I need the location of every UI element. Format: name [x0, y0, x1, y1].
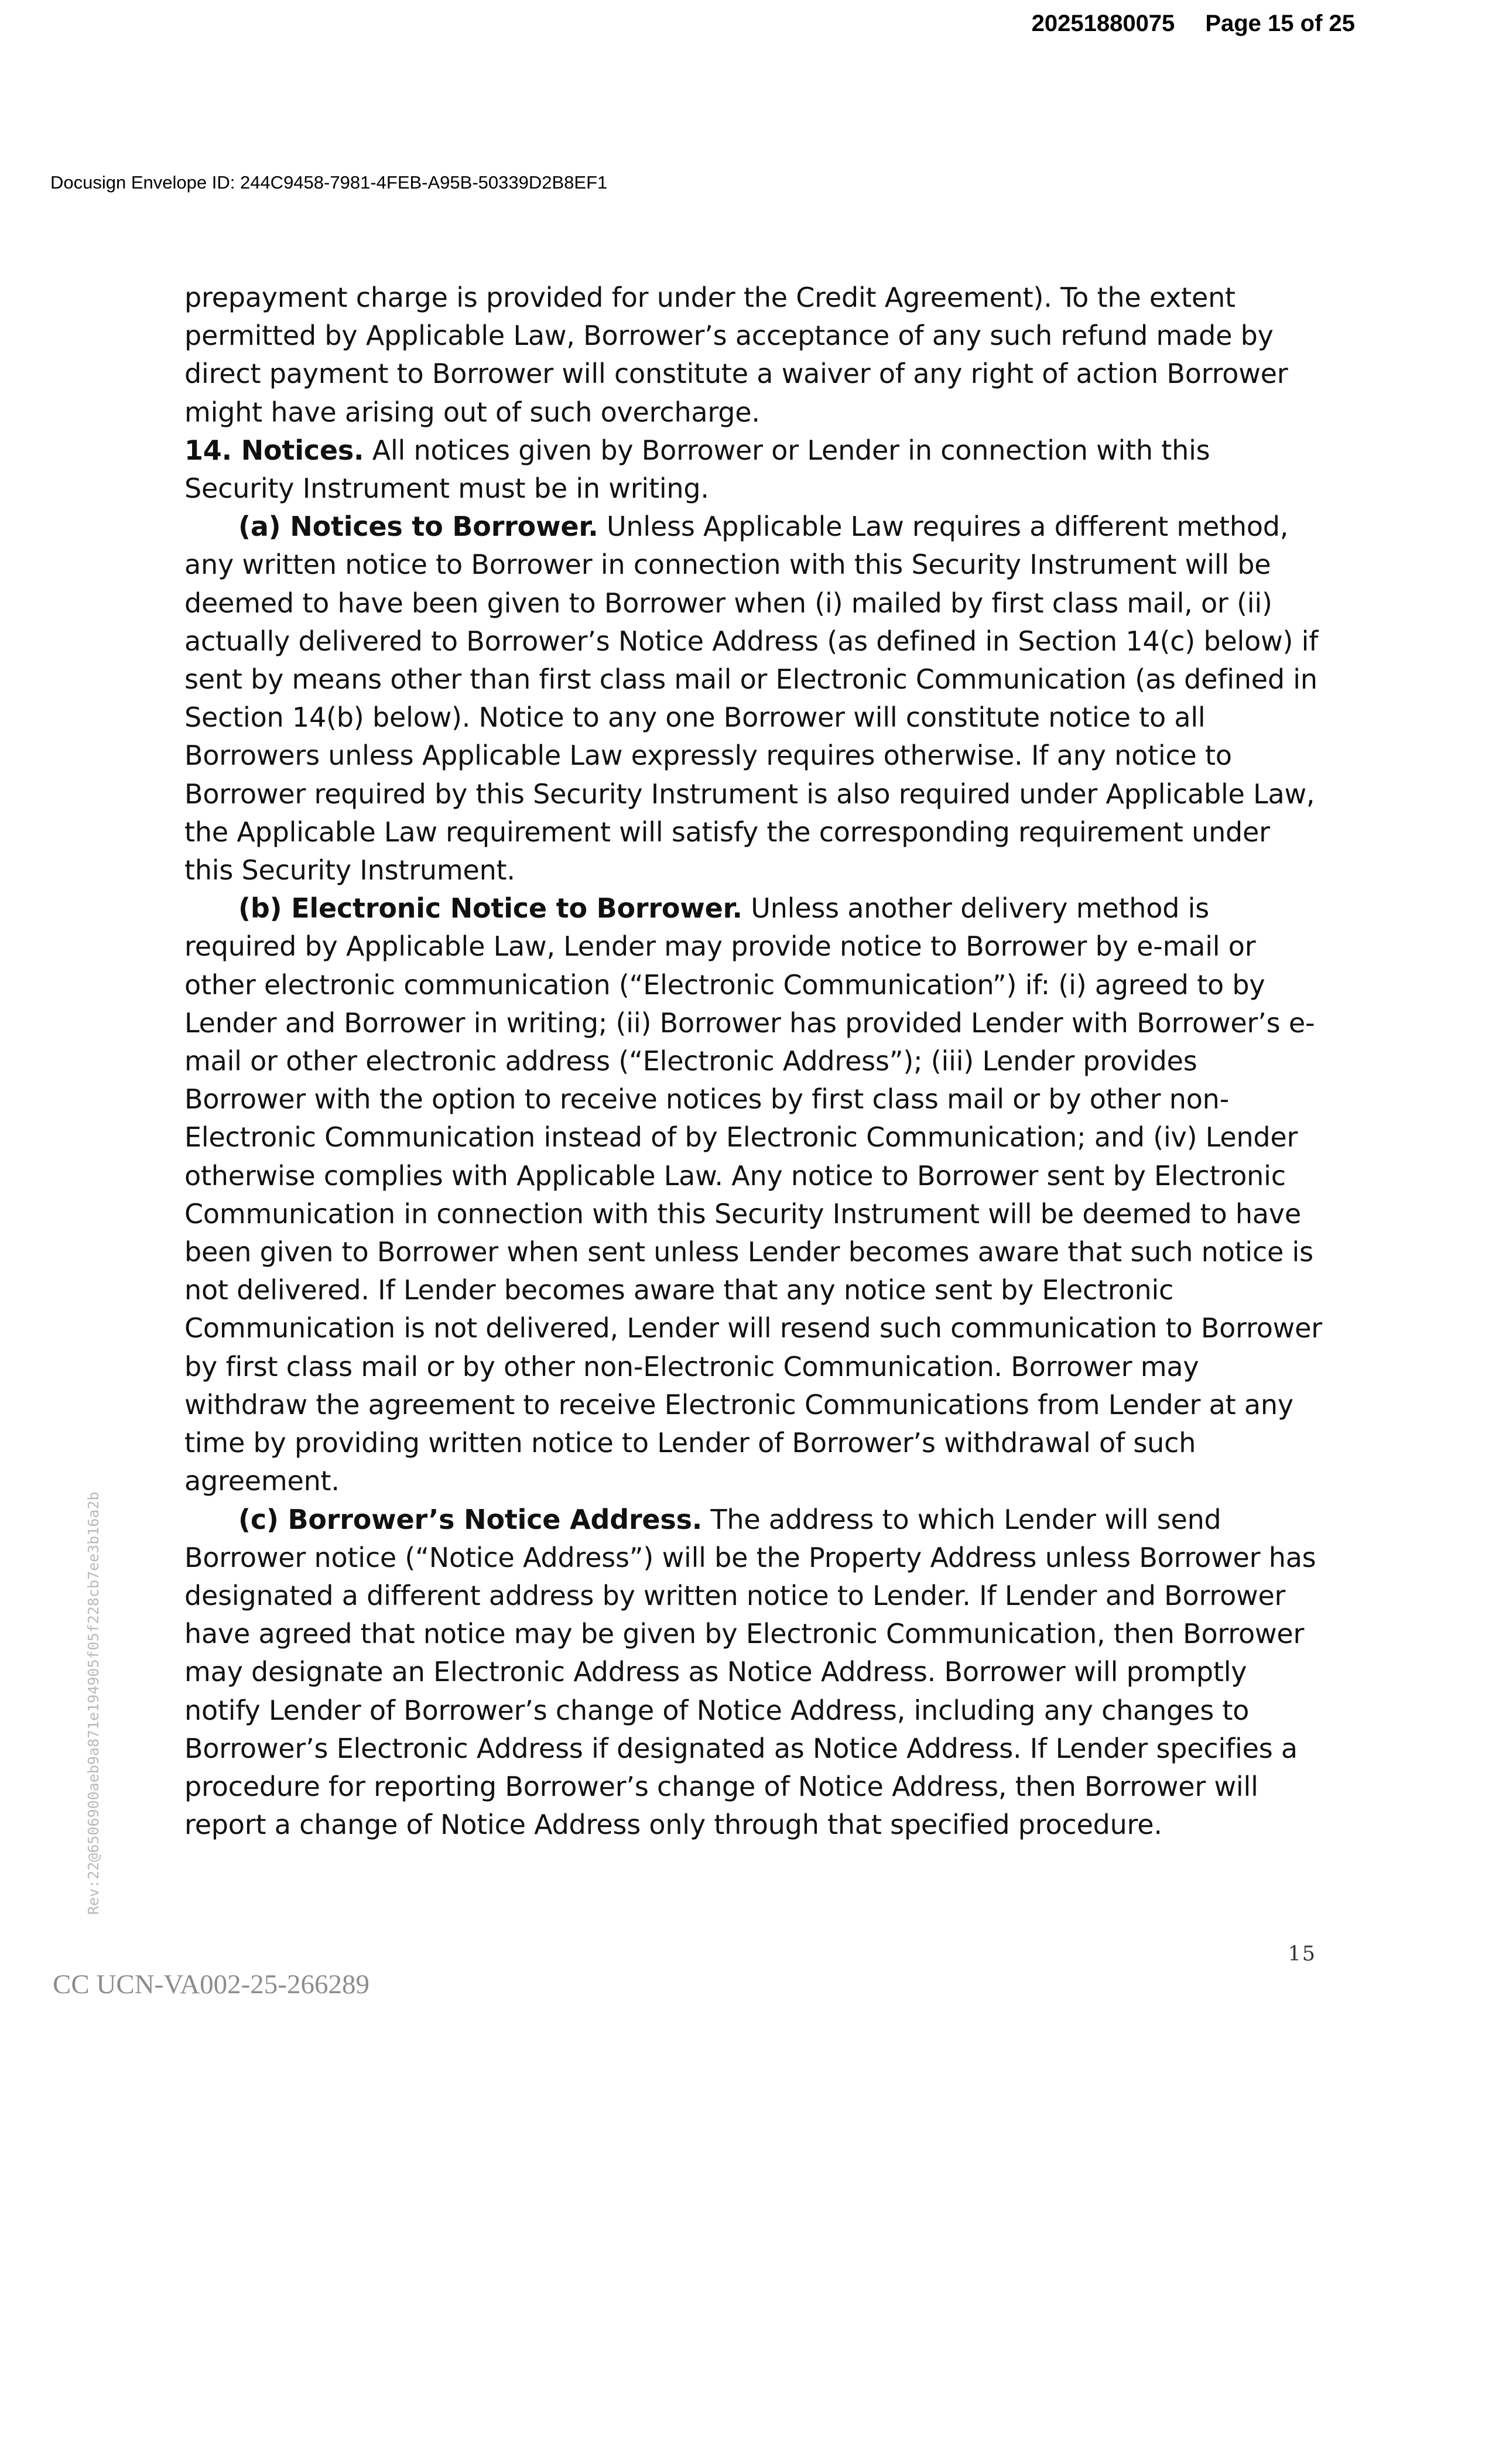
- page-number: 15: [1288, 1942, 1316, 1966]
- section-14b-paragraph: [184, 889, 1326, 1500]
- section-14b-heading: (b) Electronic Notice to Borrower.: [238, 892, 742, 925]
- page-indicator: Page 15 of 25: [1205, 11, 1355, 36]
- revision-hash: Rev:22@6506900aeb9a871e194905f05f228cb7ee3b16a2b: [85, 1491, 102, 1915]
- ucn-stamp: CC UCN-VA002-25-266289: [53, 1969, 369, 2000]
- section-14a-text: Unless Applicable Law requires a different method, any written notice to Borrower in connection with this Security Instrument will be deemed to have been given to Borrower when (i) mailed by first class mail, or (ii) actually delivered to Borrower’s Notice Address (as defined in Section 14(c) below) if sent by means other than first class mail or Electronic Communication (as defined in Section 14(b) below). Notice to any one Borrower will constitute notice to all Borrowers unless Applicable Law expressly requires otherwise. If any notice to Borrower required by this Security Instrument is also required under Applicable Law, the Applicable Law requirement will satisfy the corresponding requirement under this Security Instrument.: [184, 511, 1319, 887]
- section-14-paragraph: [184, 432, 1326, 508]
- section-14-heading: 14. Notices.: [184, 434, 364, 466]
- section-14c-text: The address to which Lender will send Borrower notice (“Notice Address”) will be the Property Address unless Borrower has designated a different address by written notice to Lender. If Lender and Borrower have agreed that notice may be given by Electronic Communication, then Borrower may designate an Electronic Address as Notice Address. Borrower will promptly notify Lender of Borrower’s change of Notice Address, including any changes to Borrower’s Electronic Address if designated as Notice Address. If Lender specifies a procedure for reporting Borrower’s change of Notice Address, then Borrower will report a change of Notice Address only through that specified procedure.: [184, 1503, 1316, 1841]
- section-14b-text: Unless another delivery method is required by Applicable Law, Lender may provide notice to Borrower by e-mail or other electronic communication (“Electronic Communication”) if: (i) agreed to by Lender and Borrower in writing; (ii) Borrower has provided Lender with Borrower’s e-mail or other electronic address (“Electronic Address”); (iii) Lender provides Borrower with the option to receive notices by first class mail or by other non-Electronic Communication instead of by Electronic Communication; and (iv) Lender otherwise complies with Applicable Law. Any notice to Borrower sent by Electronic Communication in connection with this Security Instrument will be deemed to have been given to Borrower when sent unless Lender becomes aware that such notice is not delivered. If Lender becomes aware that any notice sent by Electronic Communication is not delivered, Lender will resend such communication to Borrower by first class mail or by other non-Electronic Communication. Borrower may withdraw the agreement to receive Electronic Communications from Lender at any time by providing written notice to Lender of Borrower’s withdrawal of such agreement.: [184, 892, 1322, 1497]
- continuation-paragraph: prepayment charge is provided for under the Credit Agreement). To the extent permitted by Applicable Law, Borrower’s acceptance of any such refund made by direct payment to Borrower will constitute a waiver of any right of action Borrower might have arising out of such overcharge.: [184, 282, 1288, 428]
- envelope-id: Docusign Envelope ID: 244C9458-7981-4FEB-A95B-50339D2B8EF1: [50, 172, 608, 193]
- section-14a-paragraph: [184, 508, 1326, 889]
- section-14-text: All notices given by Borrower or Lender in connection with this Security Instrument must be in writing.: [184, 434, 1210, 505]
- document-body: [184, 279, 1326, 1844]
- document-number: 20251880075: [1031, 11, 1175, 36]
- header-stamp: [1032, 11, 1355, 37]
- section-14c-heading: (c) Borrower’s Notice Address.: [238, 1503, 703, 1535]
- section-14c-paragraph: [184, 1501, 1326, 1844]
- section-14a-heading: (a) Notices to Borrower.: [238, 511, 598, 543]
